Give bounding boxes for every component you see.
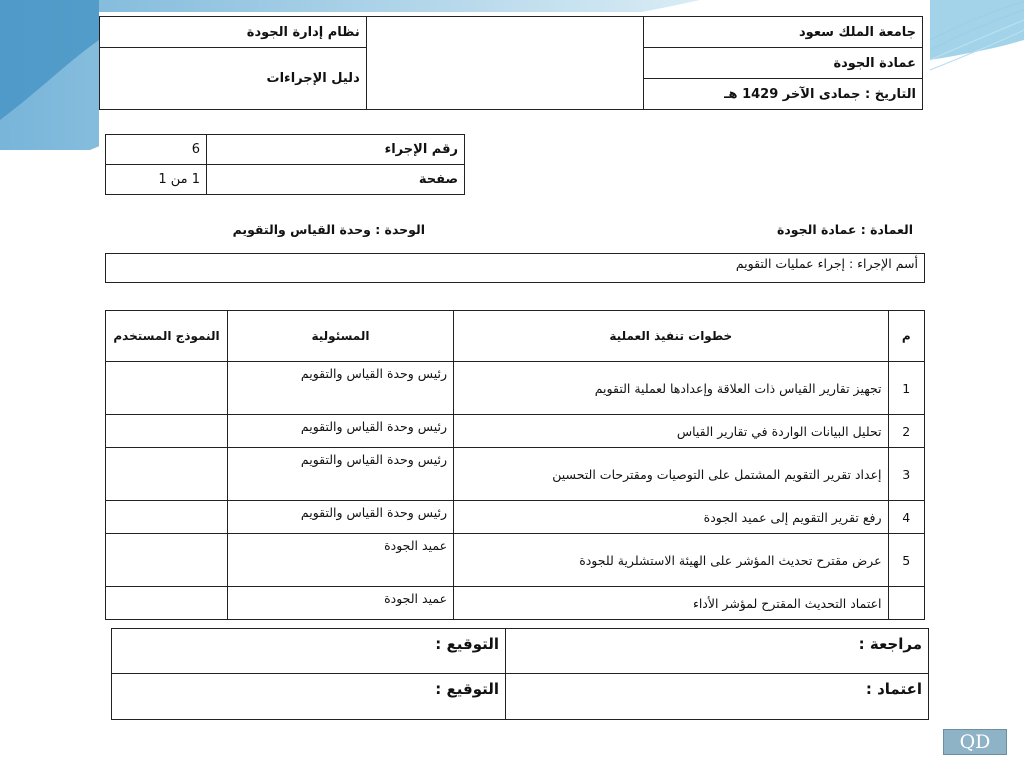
header-manual: دليل الإجراءات: [100, 48, 367, 110]
row-model: [106, 587, 228, 620]
header-university: جامعة الملك سعود: [644, 17, 923, 48]
unit-deanship: العمادة : عمادة الجودة: [777, 222, 913, 237]
header-system: نظام إدارة الجودة: [100, 17, 367, 48]
col-header-model: النموذج المستخدم: [106, 311, 228, 362]
row-responsibility: رئيس وحدة القياس والتقويم: [227, 362, 453, 415]
row-step: إعداد تقرير التقويم المشتمل على التوصيات ومقترحات التحسين: [454, 448, 889, 501]
row-responsibility: عميد الجودة: [227, 534, 453, 587]
row-step: تجهيز تقارير القياس ذات العلاقة وإعدادها لعملية التقويم: [454, 362, 889, 415]
procedure-info-table: [105, 134, 465, 195]
header-date: التاريخ : جمادى الآخر 1429 هـ: [644, 79, 923, 110]
table-row: [106, 448, 925, 501]
steps-table: [105, 310, 925, 620]
signature-table: [111, 628, 929, 720]
table-row: [106, 362, 925, 415]
procedure-number-label: رقم الإجراء: [207, 135, 465, 165]
row-step: رفع تقرير التقويم إلى عميد الجودة: [454, 501, 889, 534]
procedure-page-value: 1 من 1: [106, 165, 207, 195]
row-num: 2: [888, 415, 924, 448]
procedure-name: أسم الإجراء : إجراء عمليات التقويم: [106, 254, 925, 283]
table-row: [106, 415, 925, 448]
document-page: [99, 12, 929, 627]
row-responsibility: رئيس وحدة القياس والتقويم: [227, 448, 453, 501]
row-model: [106, 534, 228, 587]
row-step: عرض مقترح تحديث المؤشر على الهيئة الاستشلرية للجودة: [454, 534, 889, 587]
row-num: [888, 587, 924, 620]
signature-label-approval: التوقيع :: [112, 674, 506, 720]
procedure-page-label: صفحة: [207, 165, 465, 195]
row-num: 4: [888, 501, 924, 534]
header-deanship: عمادة الجودة: [644, 48, 923, 79]
row-num: 5: [888, 534, 924, 587]
row-responsibility: رئيس وحدة القياس والتقويم: [227, 415, 453, 448]
signature-label-review: التوقيع :: [112, 629, 506, 674]
row-responsibility: عميد الجودة: [227, 587, 453, 620]
review-label: مراجعة :: [506, 629, 929, 674]
row-responsibility: رئيس وحدة القياس والتقويم: [227, 501, 453, 534]
row-model: [106, 448, 228, 501]
col-header-step: خطوات تنفيذ العملية: [454, 311, 889, 362]
row-num: 1: [888, 362, 924, 415]
col-header-responsibility: المسئولية: [227, 311, 453, 362]
row-model: [106, 415, 228, 448]
header-table: [99, 16, 923, 110]
header-blank-cell: [366, 17, 644, 110]
table-row: [106, 534, 925, 587]
qd-badge[interactable]: QD: [943, 729, 1007, 755]
col-header-num: م: [888, 311, 924, 362]
unit-name: الوحدة : وحدة القياس والتقويم: [232, 222, 425, 237]
row-step: اعتماد التحديث المقترح لمؤشر الأداء: [454, 587, 889, 620]
row-step: تحليل البيانات الواردة في تقارير القياس: [454, 415, 889, 448]
row-model: [106, 501, 228, 534]
procedure-name-box: [105, 253, 925, 283]
table-row: [106, 501, 925, 534]
row-num: 3: [888, 448, 924, 501]
procedure-number-value: 6: [106, 135, 207, 165]
row-model: [106, 362, 228, 415]
unit-line: [99, 222, 923, 242]
approval-label: اعتماد :: [506, 674, 929, 720]
table-row: [106, 587, 925, 620]
